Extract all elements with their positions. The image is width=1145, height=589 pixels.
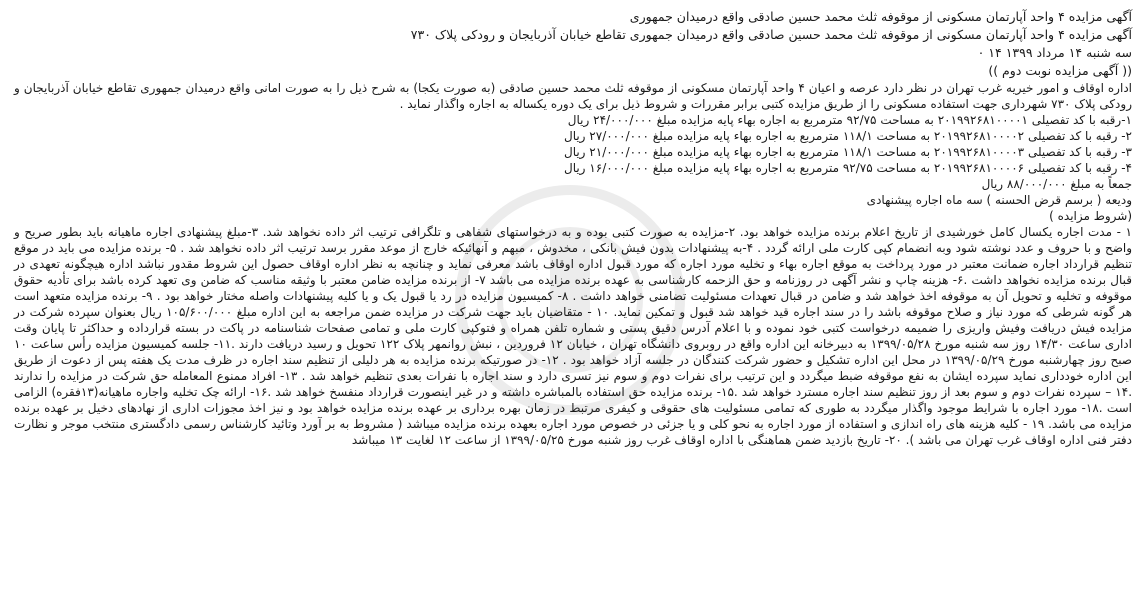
- conditions-paragraph: ۱ - مدت اجاره یکسال کامل خورشیدی از تاریخ اعلام برنده مزایده خواهد بود. ۲-مزایده به صورت کتبی بوده و به درخواستهای شفاهی و تلگرافی ترتیب اثر داده نخواهد شد. ۳-مبلغ پیشنهادی اجاره ماهیانه باید بطور صریح و واضح و با حروف و عدد نوشته شود وبه انضمام کپی کارت ملی ارائه گردد . ۴-به پیشنهادات بدون فیش بانکی ، مخدوش ، مبهم و آنهائیکه خارج از موعد مقرر برسد ترتیب اثر داده نخواهد شد . ۵- برنده مزایده می باید در موقع تنظیم قرارداد اجاره ضمانت معتبر در مورد پرداخت به موقع اجاره بهاء و تخلیه مورد اجاره که مورد قبول اداره اوقاف باشد معرفی نماید و چنانچه به نظر اداره اوقاف حصول این شروط مقدور نباشد اداره هیچگونه تعهدی در قبال برنده مزایده نخواهد داشت .۶- هزینه چاپ و نشر آگهی در روزنامه و حق الزحمه کارشناسی به عهده برنده مزایده می باشد ۷- از برنده مزایده ضامن معتبر با وثیقه مناسب که ضامن وی تعهد کرده باشد برای تأدیه حقوق موقوفه و تخلیه و تحویل آن به موقوفه اخذ خواهد شد و ضامن در قبال تعهدات مسئولیت تضامنی خواهد داشت . ۸- کمیسیون مزایده در رد یا قبول یک و یا کلیه پیشنهادات واصله مختار خواهد بود . ۹- برنده مزایده متعهد است هر گونه شرطی که مورد نیاز و صلاح موقوفه باشد را در سند اجاره قید خواهد شد قبول و تمکین نماید. ۱۰ - متقاضیان باید جهت شرکت در مزایده ضمن مراجعه به این اداره مبلغ ۱۰۵/۶۰۰/۰۰۰ ریال بعنوان سپرده شرکت در مزایده فیش دریافت وفیش واریزی را ضمیمه درخواست کتبی خود نموده و با اعلام آدرس دقیق پستی و شماره تلفن همراه و فتوکپی کارت ملی و تمامی صفحات شناسنامه در پاکت در بسته قرارداده و حداکثر تا پایان وقت اداری ساعت ۱۴/۳۰ روز سه شنبه مورخ ۱۳۹۹/۰۵/۲۸ به دبیرخانه این اداره واقع در روبروی دانشگاه تهران ، خیابان ۱۲ فروردین ، نبش روانمهر پلاک ۱۲۲ تحویل و رسید دریافت دارند .۱۱- جلسه کمیسیون مزایده رأس ساعت ۱۰ صبح روز چهارشنبه مورخ ۱۳۹۹/۰۵/۲۹ در محل این اداره تشکیل و حضور شرکت کنندگان در جلسه آزاد خواهد بود . ۱۲- در صورتیکه برنده مزایده به هر دلیلی از تنظیم سند اجاره در ظرف مدت یک هفته پس از دعوت از طریق این اداره خودداری نماید سپرده ایشان به نفع موقوفه ضبط میگردد و این ترتیب برای نفرات دوم و سوم نیز تسری دارد و سند اجاره با نفرات بعدی تنظیم خواهد شد . ۱۳- افراد ممنوع المعامله حق شرکت در مزایده را ندارند .۱۴ – سپرده نفرات دوم و سوم بعد از روز تنظیم سند اجاره مسترد خواهد شد .۱۵- برنده مزایده حق استفاده بالمباشره داشته و در غیر اینصورت قرارداد منفسخ خواهد شد .۱۶- ارائه چک تخلیه واجاره ماهیانه(۱۳فقره) الزامی است .۱۸- مورد اجاره با شرایط موجود واگذار میگردد به طوری که تمامی مسئولیت های حقوقی و کیفری مرتبط در زمان بهره برداری بر عهده برنده مزایده خواهد بود و نیز اخذ مجوزات اداری از نهادهای دخیل بر عهده برنده مزایده می باشد. ۱۹ - کلیه هزینه های راه اندازی و استفاده از مورد اجاره به نحو کلی و یا جزئی در خصوص مورد اجاره بعهده برنده مزایده میباشد ( مشروط به بر آورد وتائید کارشناس رسمی دادگستری منتخب موجر و نظارت دفتر فنی اداره اوقاف غرب تهران می باشد ). ۲۰- تاریخ بازدید ضمن هماهنگی با اداره اوقاف غرب روز شنبه مورخ ۱۳۹۹/۰۵/۲۵ از ساعت ۱۲ لغایت ۱۳ میباشد: [14, 225, 1133, 447]
- auction-turn: (( آگهی مزایده نوبت دوم )): [988, 63, 1132, 78]
- announcement-title-1: آگهی مزایده ۴ واحد آپارتمان مسکونی از موقوفه ثلث محمد حسین صادقی واقع درمیدان جمهوری: [629, 9, 1132, 24]
- list-item: ۳- رقبه با کد تفصیلی ۲۰۱۹۹۲۶۸۱۰۰۰۰۳ به مساحت ۱۱۸/۱ مترمربع به اجاره بهاء پایه مزایده مبلغ ۲۱/۰۰۰/۰۰۰ ریال: [563, 145, 1132, 159]
- list-item: ۱-رقبه با کد تفصیلی ۲۰۱۹۹۲۶۸۱۰۰۰۰۱ به مساحت ۹۲/۷۵ مترمربع به اجاره بهاء پایه مزایده مبلغ ۲۴/۰۰۰/۰۰۰ ریال: [567, 113, 1132, 127]
- total-amount: جمعاً به مبلغ ۸۸/۰۰۰/۰۰۰ ریال: [981, 177, 1132, 191]
- list-item: ۲- رقبه با کد تفصیلی ۲۰۱۹۹۲۶۸۱۰۰۰۰۲ به مساحت ۱۱۸/۱ مترمربع به اجاره بهاء پایه مزایده مبلغ ۲۷/۰۰۰/۰۰۰ ریال: [563, 129, 1132, 143]
- deposit-note: ودیعه ( برسم قرض الحسنه ) سه ماه اجاره پیشنهادی: [866, 193, 1132, 207]
- publish-date: سه شنبه ۱۴ مرداد ۱۳۹۹ ۱۴ ۰: [977, 45, 1132, 60]
- intro-paragraph: اداره اوقاف و امور خیریه غرب تهران در نظر دارد عرصه و اعیان ۴ واحد آپارتمان مسکونی از موقوفه ثلث محمد حسین صادقی (به صورت یکجا) به شرح ذیل را به صورت امانی واقع درمیدان جمهوری تقاطع خیابان آذربایجان و رودکی پلاک ۷۳۰ شهرداری جهت استفاده مسکونی را از طریق مزایده کتبی برابر مقررات و شروط ذیل برای یک دوره یکساله به اجاره واگذار نماید .: [14, 81, 1132, 111]
- conditions-title: (شروط مزایده ): [1049, 209, 1132, 223]
- list-item: ۴- رقبه با کد تفصیلی ۲۰۱۹۹۲۶۸۱۰۰۰۰۶ به مساحت ۹۲/۷۵ مترمربع به اجاره بهاء پایه مزایده مبلغ ۱۶/۰۰۰/۰۰۰ ریال: [563, 161, 1132, 175]
- announcement-document: [14, 8, 1132, 448]
- announcement-title-2: آگهی مزایده ۴ واحد آپارتمان مسکونی از موقوفه ثلث محمد حسین صادقی واقع درمیدان جمهوری تقاطع خیابان آذربایجان و رودکی پلاک ۷۳۰: [410, 27, 1132, 42]
